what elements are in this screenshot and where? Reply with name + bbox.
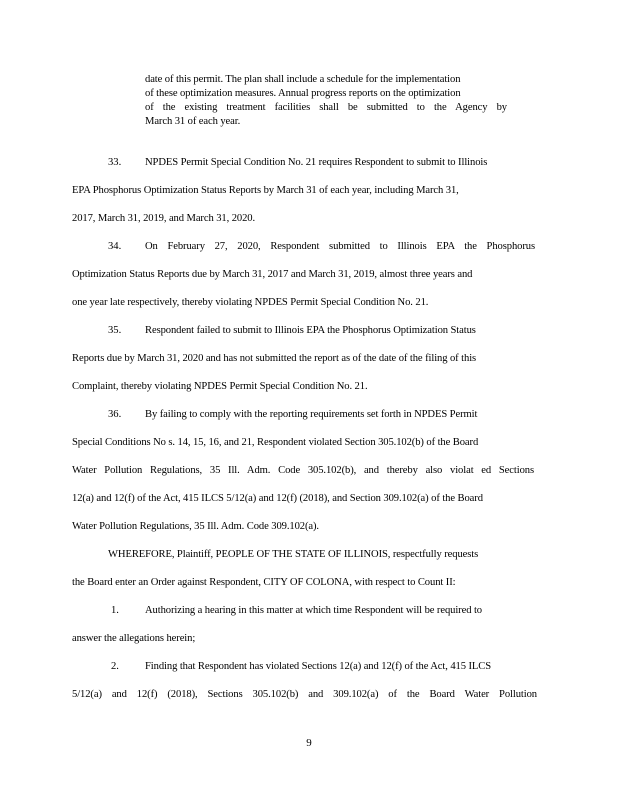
paragraph-line: EPA Phosphorus Optimization Status Reports by March 31 of each year, including March 31, [72, 185, 459, 196]
paragraph-line: Water Pollution Regulations, 35 Ill. Adm. Code 305.102(b), and thereby also violat ed Sections [72, 465, 534, 476]
item-number: 2. [111, 661, 119, 672]
quote-line: March 31 of each year. [145, 116, 241, 127]
paragraph-line: Reports due by March 31, 2020 and has not submitted the report as of the date of the filing of this [72, 353, 477, 364]
item-line: Authorizing a hearing in this matter at which time Respondent will be required to [145, 605, 482, 616]
paragraph-line: Optimization Status Reports due by March 31, 2017 and March 31, 2019, almost three years and [72, 269, 473, 280]
page-number: 9 [306, 737, 312, 749]
item-line: 5/12(a) and 12(f) (2018), Sections 305.102(b) and 309.102(a) of the Board Water Pollution [72, 689, 537, 700]
paragraph-line: Special Conditions No s. 14, 15, 16, and 21, Respondent violated Section 305.102(b) of the Board [72, 437, 479, 448]
paragraph-line: 2017, March 31, 2019, and March 31, 2020. [72, 213, 256, 224]
quote-line: of the existing treatment facilities shall be submitted to the Agency by [145, 102, 507, 113]
paragraph-line: 12(a) and 12(f) of the Act, 415 ILCS 5/12(a) and 12(f) (2018), and Section 309.102(a) of the Board [72, 493, 483, 504]
paragraph-number: 35. [108, 325, 122, 336]
paragraph-number: 36. [108, 409, 122, 420]
item-line: Finding that Respondent has violated Sections 12(a) and 12(f) of the Act, 415 ILCS [145, 661, 492, 672]
paragraph-line: one year late respectively, thereby violating NPDES Permit Special Condition No. 21. [72, 297, 429, 308]
paragraph-line: Water Pollution Regulations, 35 Ill. Adm. Code 309.102(a). [72, 521, 319, 532]
paragraph-line: Respondent failed to submit to Illinois EPA the Phosphorus Optimization Status [145, 325, 476, 336]
quote-line: of these optimization measures. Annual progress reports on the optimization [145, 88, 461, 99]
paragraph-line: Complaint, thereby violating NPDES Permit Special Condition No. 21. [72, 381, 368, 392]
item-line: answer the allegations herein; [72, 633, 196, 644]
paragraph-number: 34. [108, 241, 122, 252]
wherefore-line: WHEREFORE, Plaintiff, PEOPLE OF THE STATE OF ILLINOIS, respectfully requests [108, 549, 479, 560]
quote-line: date of this permit. The plan shall include a schedule for the implementation [145, 74, 461, 85]
paragraph-line: By failing to comply with the reporting requirements set forth in NPDES Permit [145, 409, 478, 420]
wherefore-line: the Board enter an Order against Respondent, CITY OF COLONA, with respect to Count II: [72, 577, 456, 588]
paragraph-line: NPDES Permit Special Condition No. 21 requires Respondent to submit to Illinois [145, 157, 488, 168]
paragraph-line: On February 27, 2020, Respondent submitted to Illinois EPA the Phosphorus [145, 241, 535, 252]
paragraph-number: 33. [108, 157, 122, 168]
item-number: 1. [111, 605, 119, 616]
